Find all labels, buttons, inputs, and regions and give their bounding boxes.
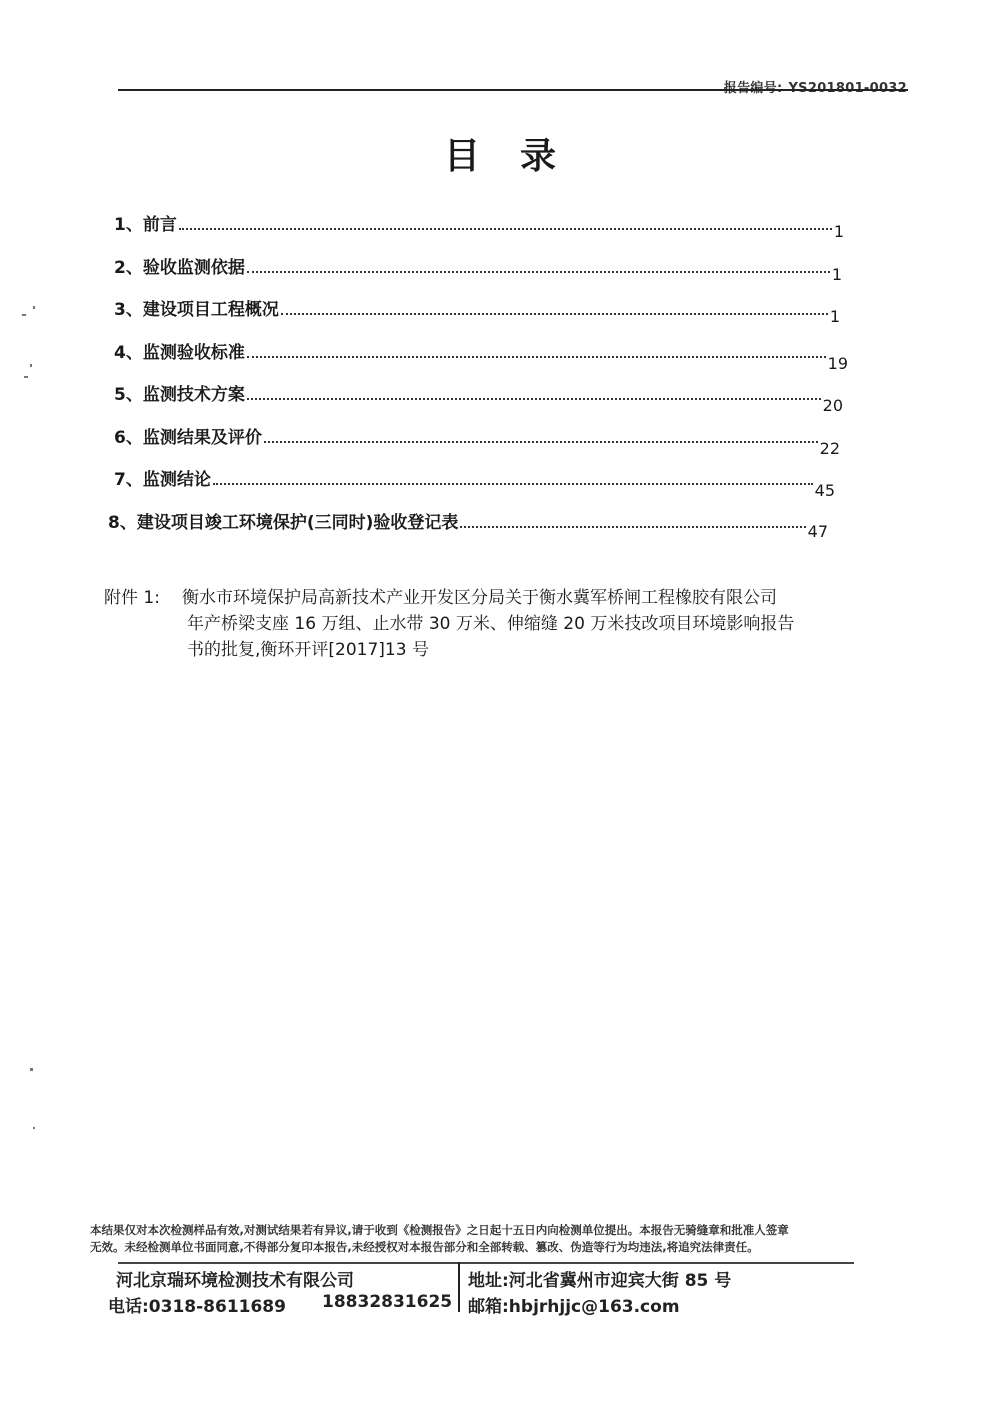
toc-page-number: 45 (814, 481, 835, 500)
toc-leader-dots (247, 398, 821, 400)
scan-speck (33, 306, 35, 309)
footer-divider (458, 1262, 460, 1312)
disclaimer-underline (118, 1262, 854, 1264)
toc-label: 7、监测结论 (114, 470, 211, 490)
toc-leader-dots (247, 271, 830, 273)
scan-speck (22, 314, 26, 316)
toc-item-7[interactable] (114, 460, 835, 500)
scan-speck (24, 376, 28, 378)
toc-page-number: 19 (827, 354, 848, 373)
toc-leader-dots (281, 313, 828, 315)
page-title (0, 128, 1000, 179)
report-number (724, 77, 907, 96)
company-address: 地址:河北省冀州市迎宾大街 85 号 (468, 1271, 732, 1291)
toc-page-number: 1 (829, 307, 840, 326)
disclaimer (90, 1222, 890, 1256)
toc-page-number: 20 (822, 396, 843, 415)
toc-leader-dots (247, 356, 826, 358)
toc-label: 2、验收监测依据 (114, 258, 245, 278)
disclaimer-line-1: 本结果仅对本次检测样品有效,对测试结果若有异议,请于收到《检测报告》之日起十五日内向检测单位提出。本报告无骑缝章和批准人签章 (90, 1223, 789, 1237)
toc-leader-dots (264, 441, 818, 443)
disclaimer-line-2: 无效。未经检测单位书面同意,不得部分复印本报告,未经授权对本报告部分和全部转载、篡改、伪造等行为均违法,将追究法律责任。 (90, 1240, 759, 1254)
title-char-2: 录 (520, 135, 557, 177)
toc-label: 5、监测技术方案 (114, 385, 245, 405)
toc-page-number: 47 (807, 522, 828, 541)
attachment-line-3: 书的批复,衡环开评[2017]13 号 (187, 640, 429, 660)
attachment-line-2: 年产桥梁支座 16 万组、止水带 30 万米、伸缩缝 20 万米技改项目环境影响报告 (187, 614, 795, 634)
attachment-line-1: 衡水市环境保护局高新技术产业开发区分局关于衡水冀军桥闸工程橡胶有限公司 (182, 588, 777, 608)
toc-label: 8、建设项目竣工环境保护(三同时)验收登记表 (108, 513, 459, 533)
attachment-note (104, 585, 904, 663)
toc-label: 4、监测验收标准 (114, 343, 245, 363)
scan-speck (30, 364, 32, 367)
company-name: 河北京瑞环境检测技术有限公司 (116, 1271, 354, 1291)
scan-speck (30, 1068, 33, 1071)
toc-item-5[interactable] (114, 375, 843, 415)
toc-label: 3、建设项目工程概况 (114, 300, 279, 320)
toc-label: 1、前言 (114, 215, 177, 235)
toc-item-4[interactable] (114, 333, 848, 373)
toc-item-6[interactable] (114, 418, 840, 458)
title-char-1: 目 (443, 135, 480, 177)
toc-leader-dots (179, 228, 832, 230)
header-rule (118, 89, 908, 91)
toc-item-1[interactable] (114, 205, 844, 241)
toc-page-number: 1 (831, 265, 842, 284)
company-mobile: 18832831625 (322, 1292, 453, 1312)
toc-leader-dots (213, 483, 813, 485)
company-phone: 电话:0318-8611689 (108, 1297, 286, 1317)
toc-page-number: 1 (833, 222, 844, 241)
company-email: 邮箱:hbjrhjjc@163.com (468, 1297, 680, 1317)
toc-item-3[interactable] (114, 290, 840, 326)
toc-item-2[interactable] (114, 248, 842, 284)
toc-leader-dots (460, 526, 805, 528)
attachment-label: 附件 1: (104, 588, 160, 608)
toc-page-number: 22 (819, 439, 840, 458)
toc-label: 6、监测结果及评价 (114, 428, 262, 448)
scan-speck (33, 1127, 35, 1129)
toc-item-8[interactable] (108, 503, 828, 541)
